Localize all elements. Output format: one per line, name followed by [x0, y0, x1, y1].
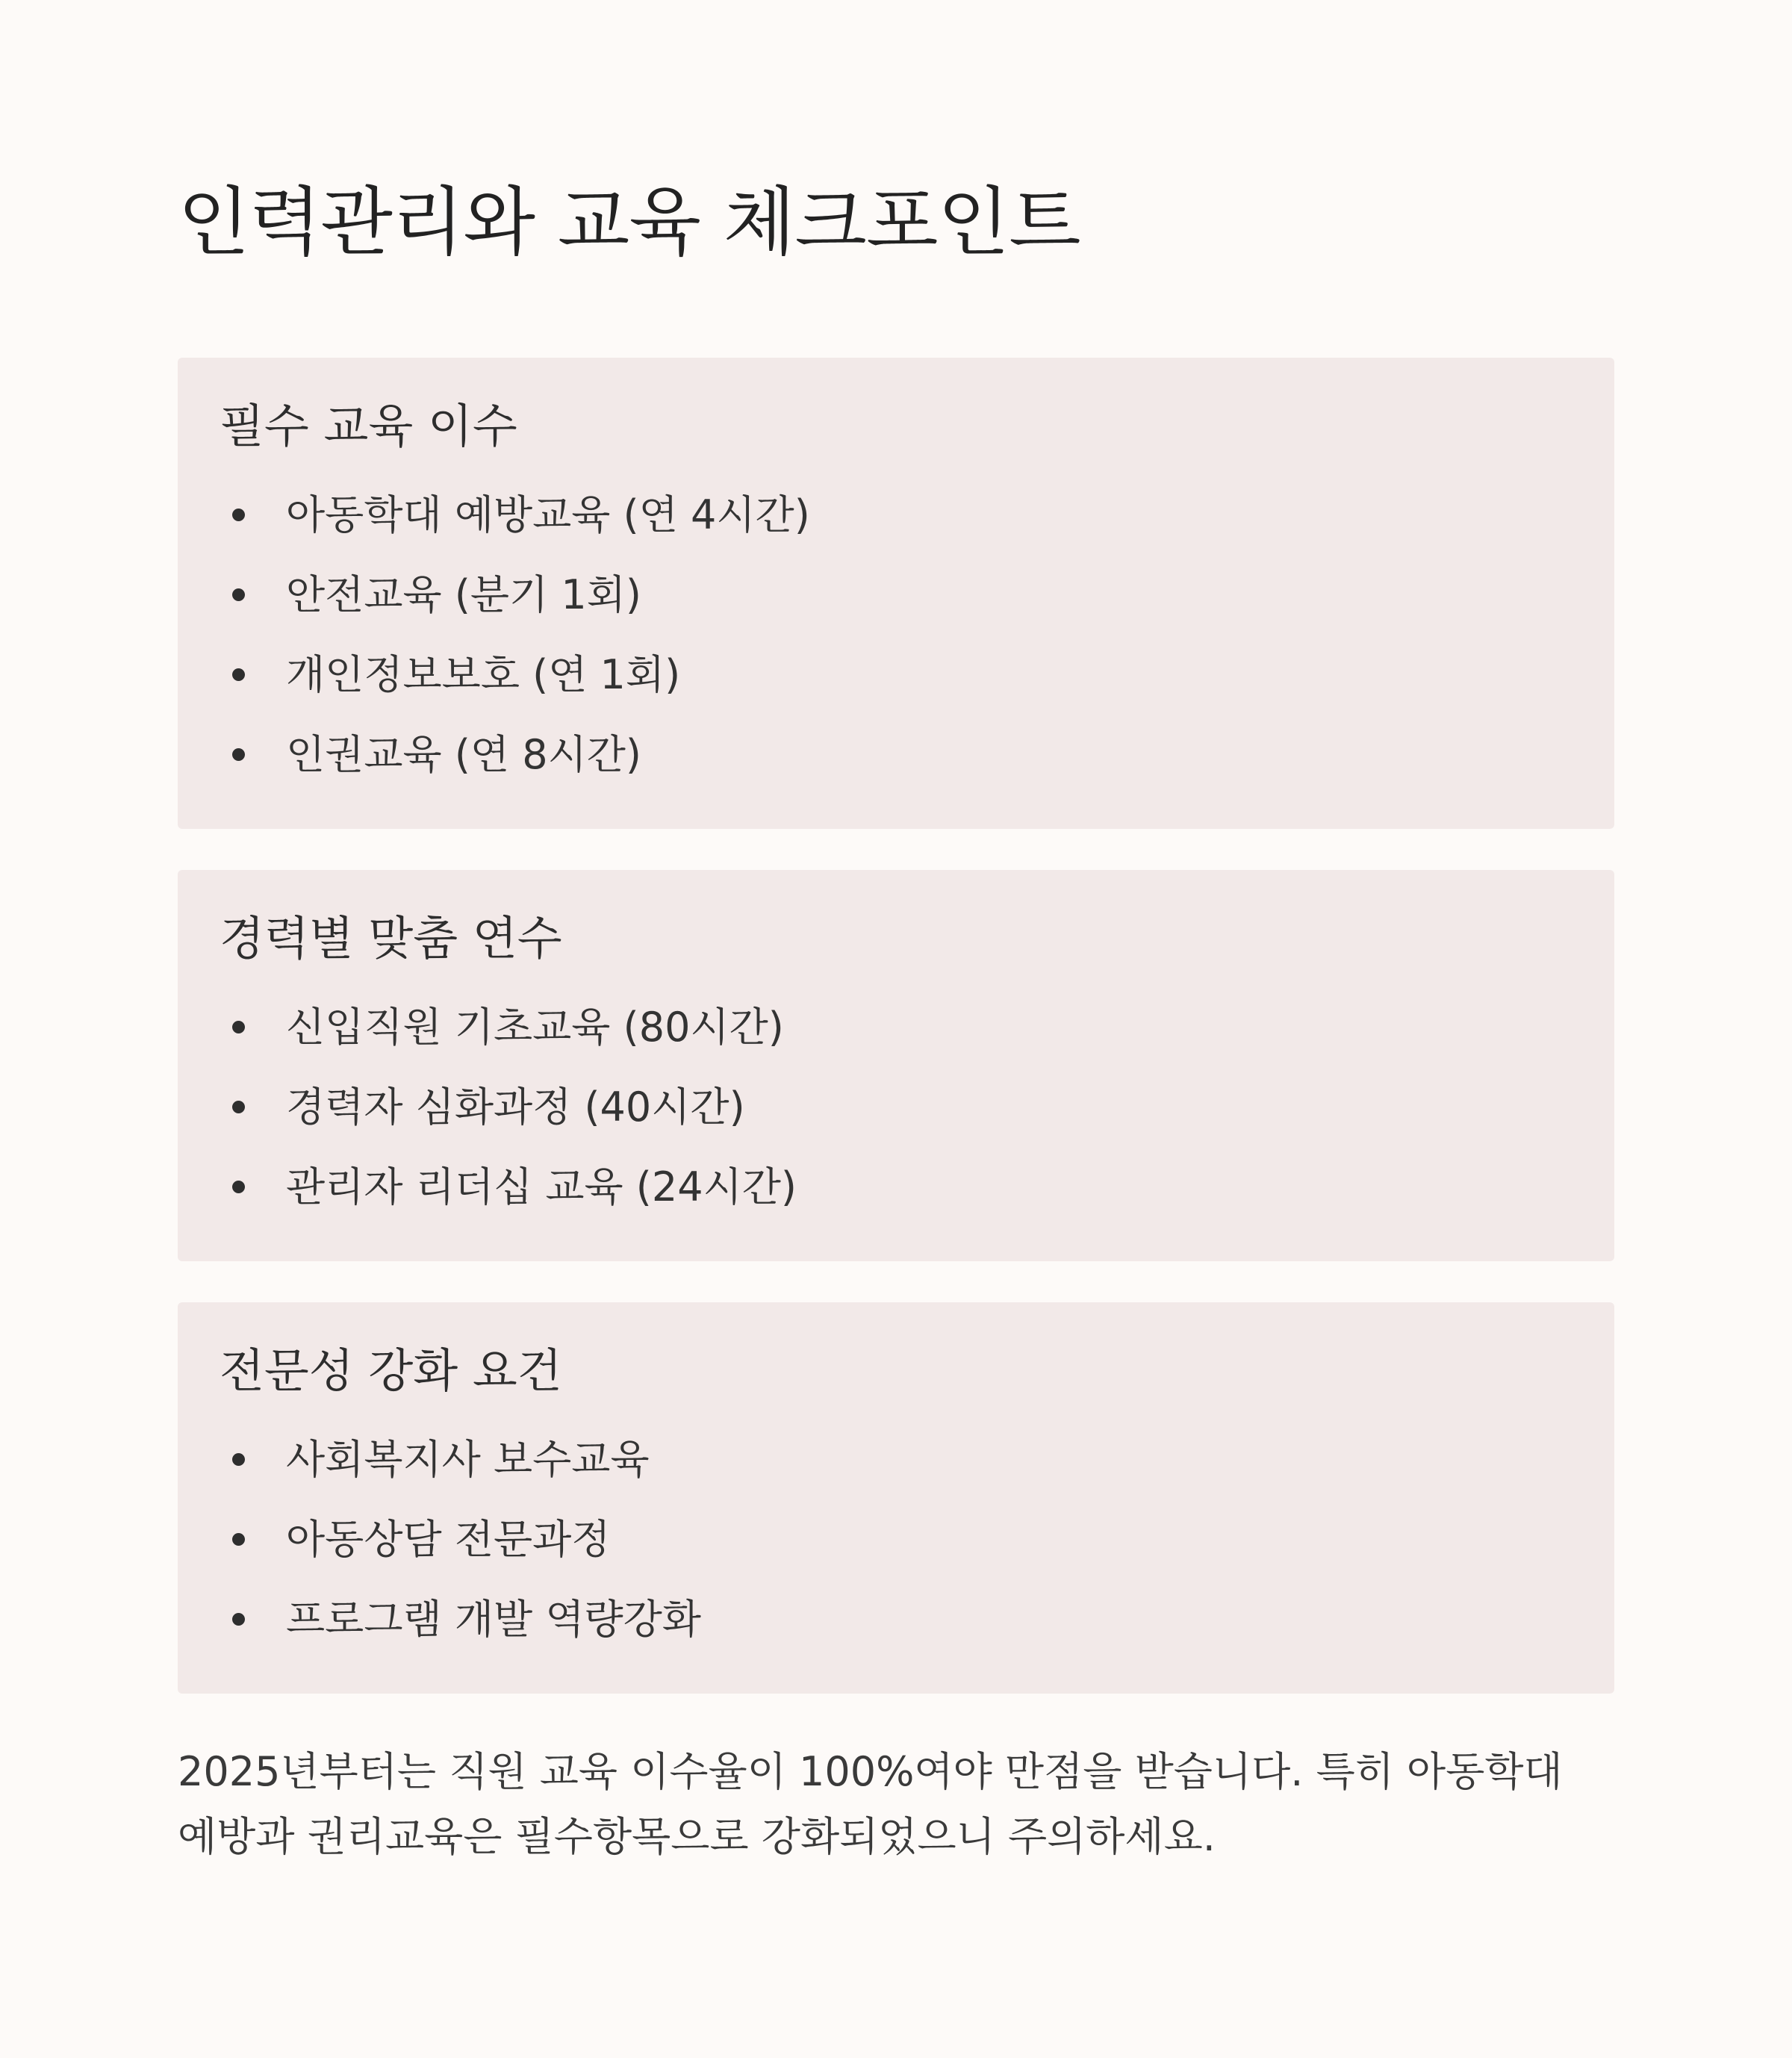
- bullet-icon: [232, 1533, 245, 1546]
- list-item: [220, 555, 1572, 635]
- bullet-icon: [232, 748, 245, 761]
- list-item-text: 신입직원 기초교육 (80시간): [286, 1004, 784, 1051]
- section-list: [220, 1420, 1572, 1659]
- list-item-text: 프로그램 개발 역량강화: [286, 1596, 701, 1643]
- list-item: [220, 1499, 1572, 1579]
- list-item-text: 안전교육 (분기 1회): [286, 571, 641, 618]
- list-item: [220, 715, 1572, 795]
- list-item-text: 아동상담 전문과정: [286, 1516, 611, 1563]
- list-item: [220, 1067, 1572, 1147]
- section-title: 필수 교육 이수: [220, 399, 517, 453]
- bullet-icon: [232, 1453, 245, 1466]
- document-page: [178, 0, 1614, 1869]
- bullet-icon: [232, 668, 245, 681]
- bullet-icon: [232, 509, 245, 521]
- list-item-text: 관리자 리더십 교육 (24시간): [286, 1163, 797, 1210]
- page-title: 인력관리와 교육 체크포인트: [178, 178, 1080, 266]
- list-item: [220, 1579, 1572, 1659]
- list-item-text: 아동학대 예방교육 (연 4시간): [286, 491, 810, 538]
- section-list: [220, 475, 1572, 795]
- section-title: 경력별 맞춤 연수: [220, 911, 562, 966]
- bullet-icon: [232, 588, 245, 601]
- section-list: [220, 987, 1572, 1227]
- note-paragraph: 2025년부터는 직원 교육 이수율이 100%여야 만점을 받습니다. 특히 아동학대 예방과 권리교육은 필수항목으로 강화되었으니 주의하세요.: [178, 1748, 1563, 1860]
- list-item-text: 경력자 심화과정 (40시간): [286, 1084, 745, 1131]
- section-title: 전문성 강화 요건: [220, 1343, 562, 1398]
- section-card-expertise-requirements: [178, 1302, 1614, 1694]
- list-item: [220, 1147, 1572, 1227]
- list-item-text: 사회복지사 보수교육: [286, 1436, 650, 1483]
- section-card-mandatory-training: [178, 358, 1614, 829]
- list-item: [220, 987, 1572, 1067]
- list-item-text: 인권교육 (연 8시간): [286, 731, 641, 778]
- bullet-icon: [232, 1101, 245, 1113]
- list-item: [220, 475, 1572, 555]
- list-item: [220, 1420, 1572, 1499]
- bullet-icon: [232, 1613, 245, 1626]
- list-item-text: 개인정보보호 (연 1회): [286, 651, 681, 698]
- sections-container: [178, 358, 1614, 1694]
- section-card-career-training: [178, 870, 1614, 1261]
- bullet-icon: [232, 1181, 245, 1193]
- bullet-icon: [232, 1021, 245, 1033]
- list-item: [220, 635, 1572, 715]
